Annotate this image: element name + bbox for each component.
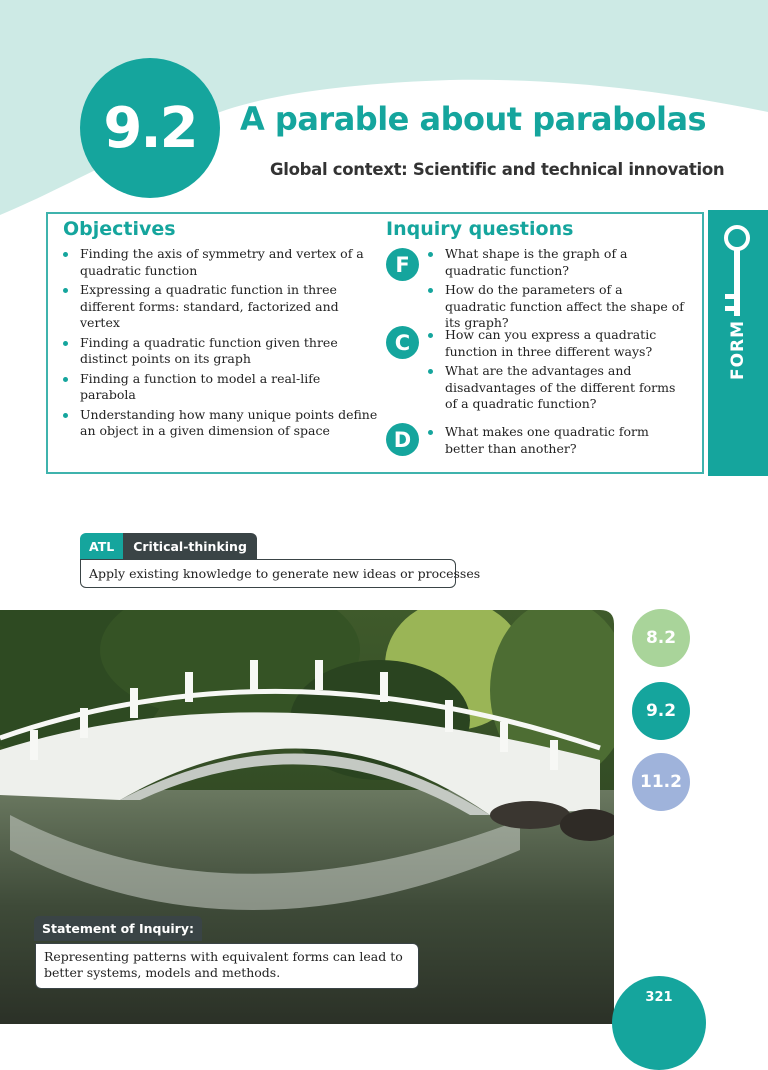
- objective-item: Finding a function to model a real-life parabola: [60, 371, 380, 404]
- inquiry-question: How can you express a quadratic function in three different ways?: [425, 327, 685, 360]
- inquiry-letter-d: D: [386, 423, 419, 456]
- objectives-heading: Objectives: [63, 218, 176, 240]
- objective-item: Finding a quadratic function given three distinct points on its graph: [60, 335, 380, 368]
- nav-circle-9-2[interactable]: 9.2: [632, 682, 690, 740]
- inquiry-letter-f: F: [386, 248, 419, 281]
- key-concept-label: FORM: [728, 319, 748, 381]
- objective-item: Finding the axis of symmetry and vertex of a quadratic function: [60, 246, 380, 279]
- inquiry-factual-list: [425, 246, 685, 335]
- objective-item: Expressing a quadratic function in three different forms: standard, factorized and vertex: [60, 282, 380, 332]
- key-concept-tab: [708, 210, 768, 476]
- inquiry-question: What makes one quadratic form better than another?: [425, 424, 685, 457]
- inquiry-question: What shape is the graph of a quadratic function?: [425, 246, 685, 279]
- nav-circle-8-2[interactable]: 8.2: [632, 609, 690, 667]
- inquiry-debatable-list: [425, 424, 685, 460]
- inquiry-conceptual-list: [425, 327, 685, 416]
- global-context: Global context: Scientific and technical innovation: [270, 160, 725, 179]
- page-title: A parable about parabolas: [240, 100, 707, 138]
- inquiry-letter-c: C: [386, 326, 419, 359]
- key-icon: [720, 222, 754, 318]
- objectives-list: [60, 246, 380, 443]
- nav-circle-11-2[interactable]: 11.2: [632, 753, 690, 811]
- atl-label: [80, 533, 257, 559]
- inquiry-question: How do the parameters of a quadratic function affect the shape of its graph?: [425, 282, 685, 332]
- atl-skill: Critical-thinking: [123, 533, 257, 559]
- objective-item: Understanding how many unique points define an object in a given dimension of space: [60, 407, 380, 440]
- page-number: 321: [645, 990, 673, 1005]
- inquiry-question: What are the advantages and disadvantages of the different forms of a quadratic function?: [425, 363, 685, 413]
- statement-of-inquiry-label: Statement of Inquiry:: [34, 916, 202, 941]
- atl-text: Apply existing knowledge to generate new ideas or processes: [80, 559, 456, 588]
- section-number-badge: 9.2: [80, 58, 220, 198]
- inquiry-heading: Inquiry questions: [386, 218, 574, 240]
- statement-of-inquiry-text: Representing patterns with equivalent forms can lead to better systems, models and methods.: [35, 943, 419, 989]
- page-number-badge: [612, 976, 706, 1070]
- atl-tag: ATL: [80, 533, 123, 559]
